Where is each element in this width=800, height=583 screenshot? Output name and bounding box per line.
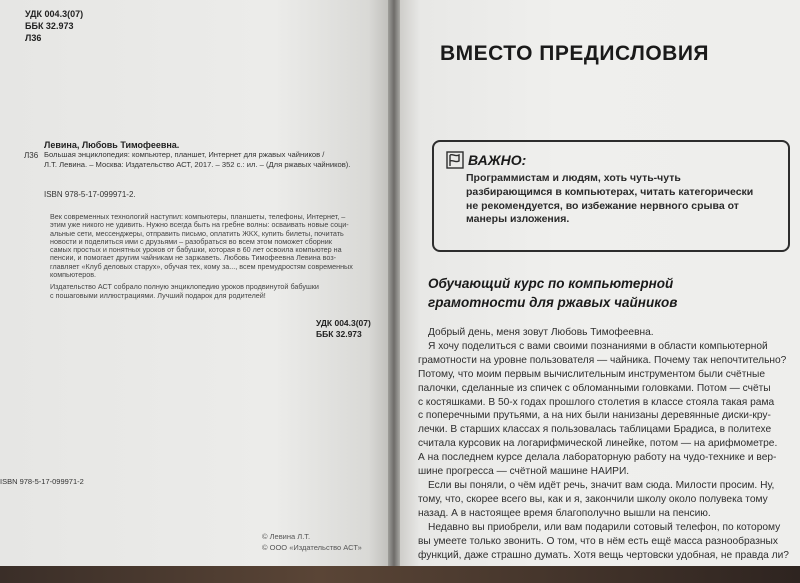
flag-icon: [446, 151, 464, 169]
annotation-line: самых простых и понятных уроков от бабушки, которая в 60 лет освоила компьютер на: [50, 245, 342, 255]
annotation-line: альные сети, мессенджеры, отправить письмо, оплатить ЖКХ, купить билеты, почитать: [50, 228, 344, 238]
annotation-line: компьютеров.: [50, 270, 97, 280]
annotation-line: пенсии, и помогает другим чайникам не заржаветь. Любовь Тимофеевна Левина воз-: [50, 253, 337, 263]
annotation: [50, 213, 353, 300]
body-line: Я хочу поделиться с вами своими познаниями в области компьютерной: [428, 340, 768, 352]
important-line: не рекомендуется, во избежание нервного срыва от: [466, 199, 739, 212]
annotation-line: с пошаговыми иллюстрациями. Лучший подарок для родителей!: [50, 290, 266, 300]
classification-codes: [25, 8, 83, 44]
page-title: ВМЕСТО ПРЕДИСЛОВИЯ: [440, 42, 710, 65]
important-line: манеры изложения.: [466, 213, 570, 226]
author-mark: Л36: [25, 33, 42, 43]
body-line: считала курсовик на логарифмической линейке, потом — на арифмометре.: [418, 438, 778, 450]
biblio-line: Л.Т. Левина. – Москва: Издательство АСТ, 2017. – 352 с.: ил. – (Для ржавых чайников).: [44, 160, 351, 169]
important-text: [466, 172, 753, 227]
catalog-code: Л36: [24, 151, 39, 160]
body-text: [418, 326, 789, 562]
copyright-line: © Левина Л.Т.: [262, 532, 311, 541]
section-title-line: грамотности для ржавых чайников: [428, 295, 678, 310]
bbk-code: ББК 32.973: [25, 21, 74, 31]
important-line: разбирающимся в компьютерах, читать категорически: [466, 185, 754, 198]
body-line: функций, даже страшно думать. Хотя вещь чертовски удобная, не правда ли?: [418, 549, 789, 561]
annotation-line: Издательство АСТ собрало полную энциклопедию уроков продвинутой бабушки: [50, 282, 319, 292]
book-spine: [388, 0, 400, 583]
body-line: лечки. В старших классах я пользовалась таблицами Брадиса, в политехе: [418, 424, 772, 436]
body-line: шине прогресса — счётной машине НАИРИ.: [418, 466, 630, 478]
udc-code: УДК 004.3(07): [25, 9, 84, 19]
biblio-line: Большая энциклопедия: компьютер, планшет, Интернет для ржавых чайников /: [44, 150, 325, 159]
isbn: ISBN 978-5-17-099971-2.: [44, 190, 136, 199]
body-line: грамотности на уровне пользователя — чайника. Почему так непочтительно?: [418, 354, 787, 366]
section-title: [428, 274, 677, 312]
isbn-bottom: ISBN 978-5-17-099971-2: [0, 477, 84, 486]
body-line: палочки, сделанные из спичек с обломанными головками. Потом — счёты: [418, 382, 771, 394]
annotation-line: Век современных технологий наступил: компьютеры, планшеты, телефоны, Интернет, –: [50, 212, 346, 221]
important-line: Программистам и людям, хоть чуть-чуть: [466, 172, 681, 184]
body-line: Добрый день, меня зовут Любовь Тимофеевна.: [428, 327, 654, 338]
section-title-line: Обучающий курс по компьютерной: [428, 276, 674, 291]
body-line: назад. А в настоящее время благополучно вышли на пенсию.: [418, 507, 711, 519]
body-line: Если вы поняли, о чём идёт речь, значит вам сюда. Милости просим. Ну,: [428, 479, 775, 491]
body-line: Потому, что моим первым вычислительным инструментом были счётные: [418, 368, 765, 380]
body-line: тому, что, скорее всего вы, как и я, закончили школу около полувека тому: [418, 493, 768, 505]
annotation-line: этим уже никого не удивить. Нужно всегда быть на гребне волны: осваивать новые соци-: [50, 220, 349, 230]
important-label: ВАЖНО:: [468, 152, 527, 168]
udc-code: УДК 004.3(07): [316, 318, 371, 328]
copyright-line: © ООО «Издательство АСТ»: [262, 543, 362, 552]
copyright: [262, 531, 362, 553]
bbk-code: ББК 32.973: [316, 329, 362, 339]
bibliographic-record: [44, 150, 350, 170]
classification-codes-bottom: [316, 318, 371, 340]
body-line: вы умеете только звонить. О том, что в нём есть ещё масса разнообразных: [418, 535, 778, 547]
body-line: с поперечными прутьями, а на них были нанизаны деревянные диски-кру-: [418, 410, 771, 422]
body-line: с костяшками. В 50-х годах прошлого столетия в классе стояла такая рама: [418, 396, 775, 408]
table-surface: [0, 566, 800, 583]
author-name: Левина, Любовь Тимофеевна.: [44, 140, 180, 150]
body-line: Недавно вы приобрели, или вам подарили сотовый телефон, по которому: [428, 521, 781, 533]
annotation-line: новости и поделиться ими с друзьями – разобраться во всем этом поможет сборник: [50, 236, 332, 246]
body-line: А на последнем курсе делала лабораторную работу на чудо-технике и вер-: [418, 452, 777, 464]
annotation-line: главляет «Клуб деловых старух», обучая тех, кому за..., всем премудростям современных: [50, 261, 353, 271]
